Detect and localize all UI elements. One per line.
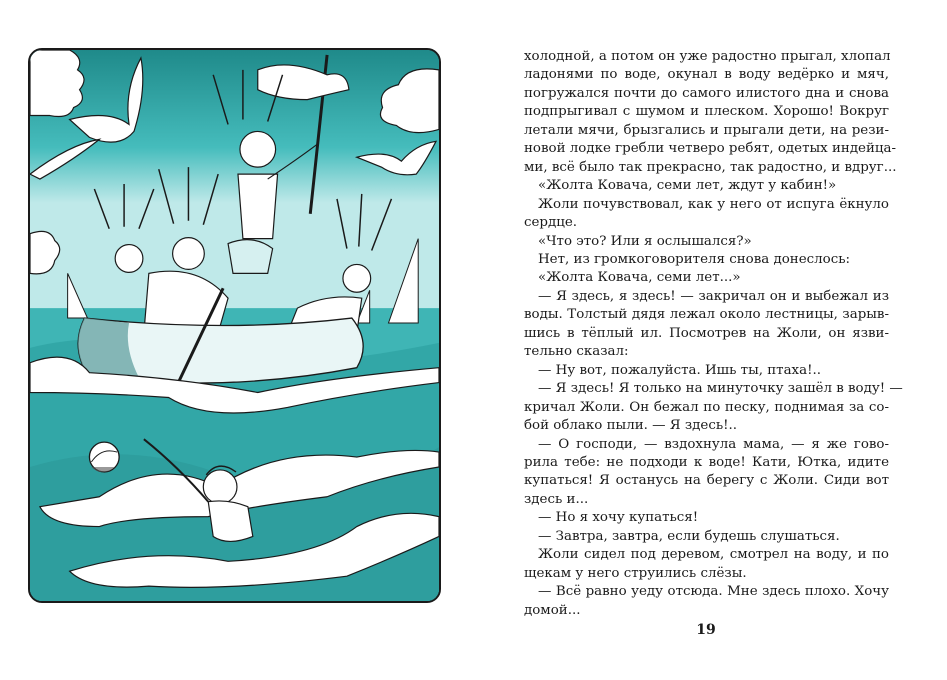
text-line: ми, всё было так прекрасно, так радостно, и вдруг... xyxy=(524,159,897,175)
text-line: летали мячи, брызгались и прыгали дети, на рези- xyxy=(524,122,889,138)
text-line: холодной, а потом он уже радостно прыгал, хлопал xyxy=(524,49,891,64)
text-line: «Что это? Или я ослышался?» xyxy=(538,233,752,249)
text-line: щекам у него струились слёзы. xyxy=(524,565,747,581)
text-line: Жоли почувствовал, как у него от испуга ёкнуло xyxy=(538,196,889,212)
text-line: рила тебе: не подходи к воде! Кати, Ютка, идите xyxy=(524,454,889,470)
text-line: шись в тёплый ил. Посмотрев на Жоли, он язви- xyxy=(524,325,889,341)
text-line: ладонями по воде, окунал в воду ведёрко и мяч, xyxy=(524,67,889,83)
text-line: «Жолта Ковача, семи лет, ждут у кабин!» xyxy=(538,178,837,194)
text-line: Жоли сидел под деревом, смотрел на воду, и по xyxy=(538,547,889,563)
text-line: «Жолта Ковача, семи лет...» xyxy=(538,270,741,286)
text-line: погружался почти до самого илистого дна и снова xyxy=(524,85,889,101)
text-line: — О господи, — вздохнула мама, — я же гово- xyxy=(538,436,889,452)
text-line: здесь и... xyxy=(524,491,589,507)
text-line: подпрыгивал с шумом и плеском. Хорошо! Вокруг xyxy=(524,104,889,120)
text-page xyxy=(524,48,903,620)
text-line: купаться! Я останусь на берегу с Жоли. Сиди вот xyxy=(524,473,889,489)
text-line: тельно сказал: xyxy=(524,344,629,360)
text-line: — Но я хочу купаться! xyxy=(538,510,699,526)
text-line: домой... xyxy=(524,602,581,618)
text-line: — Ну вот, пожалуйста. Ишь ты, птаха!.. xyxy=(538,362,821,378)
page-number: 19 xyxy=(696,622,716,638)
text-line: — Я здесь, я здесь! — закричал он и выбежал из xyxy=(538,288,889,304)
text-line: — Завтра, завтра, если будешь слушаться. xyxy=(538,528,840,544)
sky xyxy=(30,50,439,328)
text-line: кричал Жоли. Он бежал по песку, поднимая за со- xyxy=(524,399,889,415)
text-line: — Я здесь! Я только на минуточку зашёл в воду! — xyxy=(538,381,903,397)
cloud-icon xyxy=(30,50,84,117)
text-line: — Всё равно уеду отсюда. Мне здесь плохо. Хочу xyxy=(538,584,889,600)
text-line: сердце. xyxy=(524,215,578,231)
text-line: Нет, из громкоговорителя снова донеслось: xyxy=(538,251,851,267)
text-line: бой облако пыли. — Я здесь!.. xyxy=(524,418,738,434)
ball-icon xyxy=(89,442,119,472)
text-line: новой лодке гребли четверо ребят, одетых индейца- xyxy=(524,141,897,157)
illustration xyxy=(28,48,441,603)
illustration-art xyxy=(30,50,439,601)
text-line: воды. Толстый дядя лежал около лестницы, зарыв- xyxy=(524,307,889,323)
